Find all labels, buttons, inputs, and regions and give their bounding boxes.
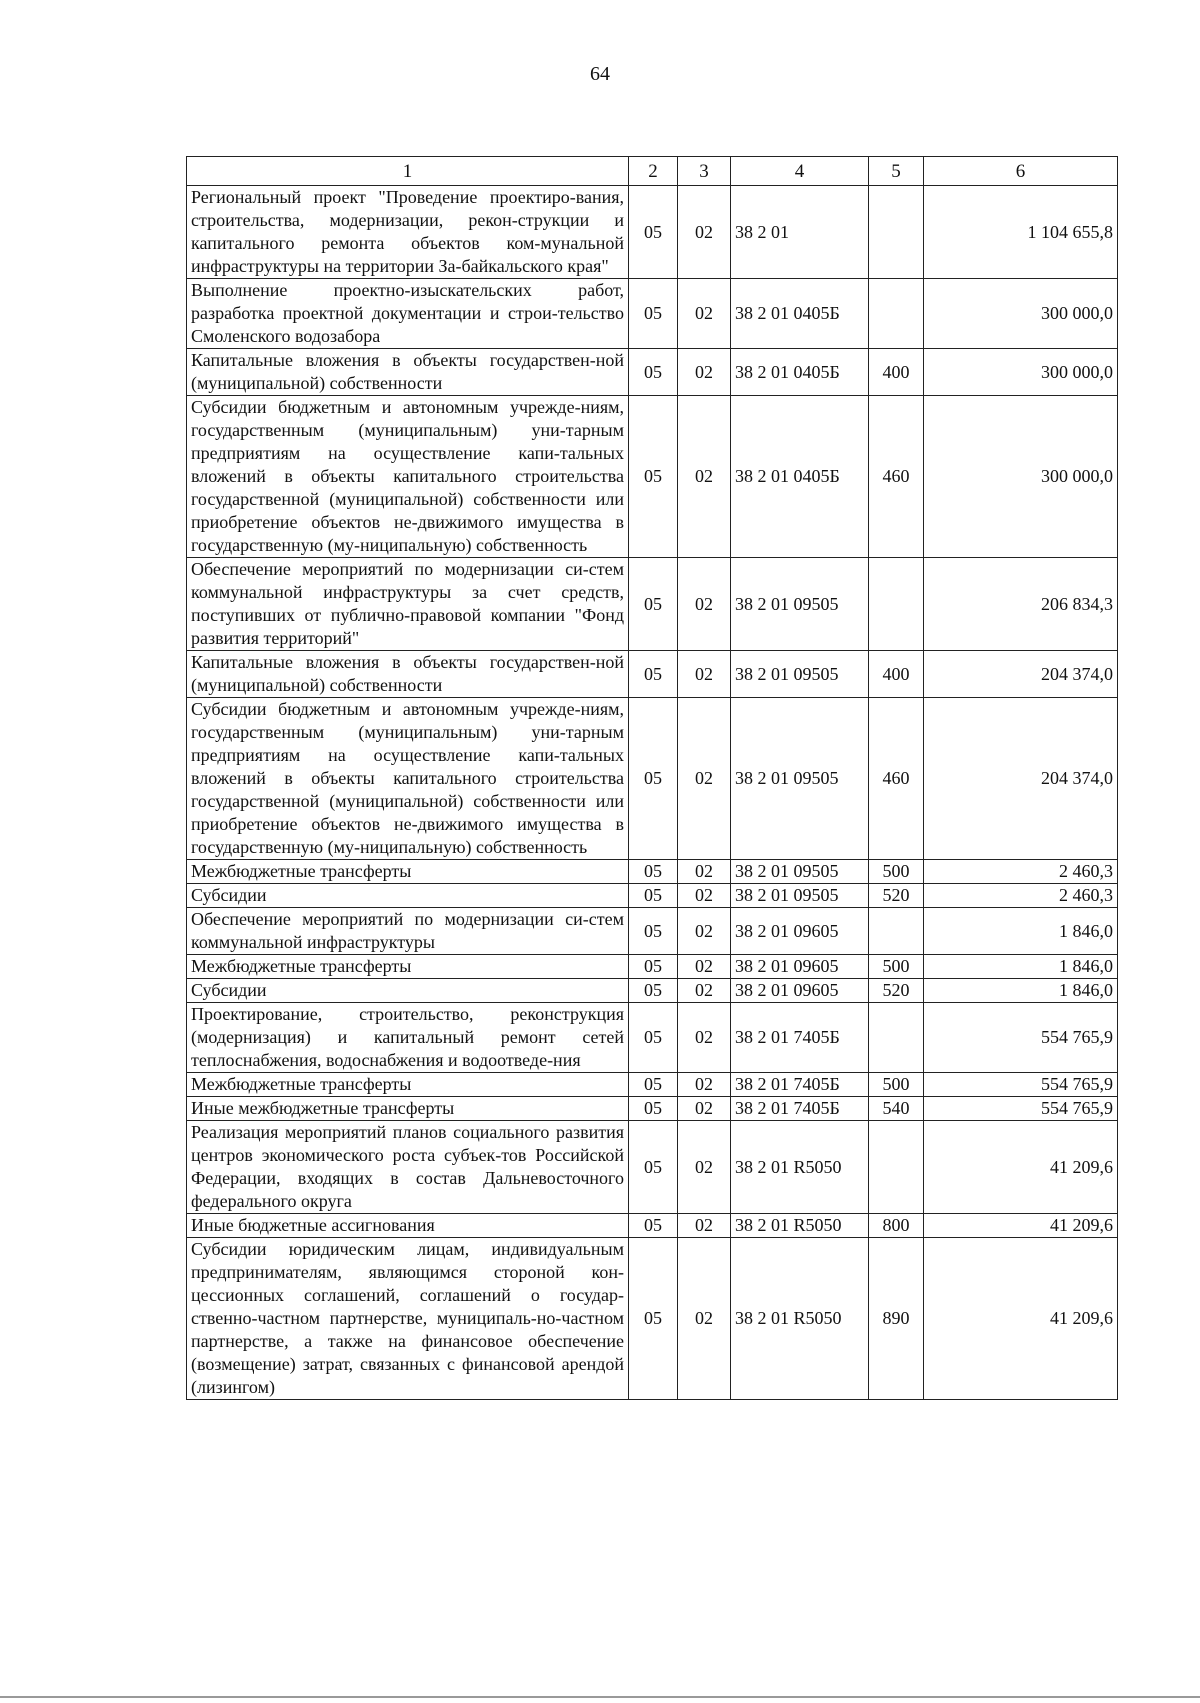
row-name: Реализация мероприятий планов социального развития центров экономического роста субъек-тов Российской Федерации, входящих в состав Дальневосточного федерального округа — [187, 1121, 629, 1214]
row-subsection: 02 — [678, 698, 731, 860]
row-name: Обеспечение мероприятий по модернизации си-стем коммунальной инфраструктуры за счет средств, поступивших от публично-правовой компании "Фонд развития территорий" — [187, 558, 629, 651]
row-expense-type: 520 — [869, 884, 924, 908]
row-name: Иные бюджетные ассигнования — [187, 1214, 629, 1238]
row-target-code: 38 2 01 09505 — [731, 698, 869, 860]
row-amount: 41 209,6 — [924, 1214, 1118, 1238]
table-row — [187, 279, 1118, 349]
row-amount: 206 834,3 — [924, 558, 1118, 651]
row-expense-type — [869, 1003, 924, 1073]
row-expense-type: 500 — [869, 955, 924, 979]
row-name: Межбюджетные трансферты — [187, 860, 629, 884]
row-section: 05 — [629, 1003, 678, 1073]
row-expense-type: 500 — [869, 860, 924, 884]
row-name: Проектирование, строительство, реконструкция (модернизация) и капитальный ремонт сетей теплоснабжения, водоснабжения и водоотведе-ния — [187, 1003, 629, 1073]
table-row — [187, 1214, 1118, 1238]
column-header-3: 3 — [678, 157, 731, 186]
column-header-1: 1 — [187, 157, 629, 186]
row-section: 05 — [629, 1097, 678, 1121]
table-row — [187, 908, 1118, 955]
row-name: Межбюджетные трансферты — [187, 1073, 629, 1097]
row-name: Субсидии — [187, 884, 629, 908]
row-subsection: 02 — [678, 349, 731, 396]
row-target-code: 38 2 01 09505 — [731, 884, 869, 908]
row-target-code: 38 2 01 09605 — [731, 955, 869, 979]
row-subsection: 02 — [678, 955, 731, 979]
row-amount: 300 000,0 — [924, 349, 1118, 396]
row-section: 05 — [629, 955, 678, 979]
row-target-code: 38 2 01 R5050 — [731, 1121, 869, 1214]
row-subsection: 02 — [678, 908, 731, 955]
row-amount: 1 846,0 — [924, 908, 1118, 955]
row-target-code: 38 2 01 09505 — [731, 558, 869, 651]
row-amount: 554 765,9 — [924, 1003, 1118, 1073]
row-target-code: 38 2 01 7405Б — [731, 1097, 869, 1121]
row-amount: 300 000,0 — [924, 396, 1118, 558]
row-section: 05 — [629, 186, 678, 279]
row-target-code: 38 2 01 R5050 — [731, 1214, 869, 1238]
table-row — [187, 979, 1118, 1003]
row-expense-type: 520 — [869, 979, 924, 1003]
row-amount: 300 000,0 — [924, 279, 1118, 349]
row-subsection: 02 — [678, 1121, 731, 1214]
row-amount: 1 846,0 — [924, 979, 1118, 1003]
row-name: Субсидии юридическим лицам, индивидуальным предпринимателям, являющимся стороной кон-цессионных соглашений, соглашений о государ-ственно-частном партнерстве, муниципаль-но-частном партнерстве, а также на финансовое обеспечение (возмещение) затрат, связанных с финансовой арендой (лизингом) — [187, 1238, 629, 1400]
row-section: 05 — [629, 1073, 678, 1097]
row-subsection: 02 — [678, 979, 731, 1003]
row-expense-type — [869, 1121, 924, 1214]
row-section: 05 — [629, 279, 678, 349]
row-subsection: 02 — [678, 1097, 731, 1121]
column-header-6: 6 — [924, 157, 1118, 186]
budget-table — [186, 156, 1118, 1400]
row-target-code: 38 2 01 0405Б — [731, 279, 869, 349]
table-header-row — [187, 157, 1118, 186]
row-target-code: 38 2 01 09605 — [731, 979, 869, 1003]
row-name: Обеспечение мероприятий по модернизации си-стем коммунальной инфраструктуры — [187, 908, 629, 955]
row-subsection: 02 — [678, 1214, 731, 1238]
row-amount: 41 209,6 — [924, 1121, 1118, 1214]
row-subsection: 02 — [678, 558, 731, 651]
column-header-2: 2 — [629, 157, 678, 186]
row-expense-type — [869, 186, 924, 279]
row-name: Иные межбюджетные трансферты — [187, 1097, 629, 1121]
column-header-4: 4 — [731, 157, 869, 186]
row-amount: 204 374,0 — [924, 698, 1118, 860]
row-expense-type — [869, 279, 924, 349]
row-section: 05 — [629, 884, 678, 908]
row-section: 05 — [629, 698, 678, 860]
row-expense-type: 400 — [869, 651, 924, 698]
row-section: 05 — [629, 349, 678, 396]
row-subsection: 02 — [678, 884, 731, 908]
row-name: Капитальные вложения в объекты государствен-ной (муниципальной) собственности — [187, 349, 629, 396]
row-name: Субсидии бюджетным и автономным учрежде-ниям, государственным (муниципальным) уни-тарным предприятиям на осуществление капи-тальных вложений в объекты капитального строительства государственной (муниципальной) собственности или приобретение объектов не-движимого имущества в государственную (му-ниципальную) собственность — [187, 698, 629, 860]
row-subsection: 02 — [678, 1073, 731, 1097]
row-expense-type — [869, 558, 924, 651]
scan-edge-line — [0, 1696, 1200, 1698]
row-name: Межбюджетные трансферты — [187, 955, 629, 979]
row-name: Региональный проект "Проведение проектиро-вания, строительства, модернизации, рекон-струкции и капитального ремонта объектов ком-мунальной инфраструктуры на территории За-байкальского края" — [187, 186, 629, 279]
row-section: 05 — [629, 1214, 678, 1238]
table-row — [187, 884, 1118, 908]
table-row — [187, 698, 1118, 860]
row-subsection: 02 — [678, 651, 731, 698]
row-name: Субсидии — [187, 979, 629, 1003]
table-row — [187, 186, 1118, 279]
row-subsection: 02 — [678, 860, 731, 884]
table-row — [187, 1238, 1118, 1400]
row-expense-type: 460 — [869, 396, 924, 558]
row-name: Выполнение проектно-изыскательских работ, разработка проектной документации и строи-тельство Смоленского водозабора — [187, 279, 629, 349]
row-name: Субсидии бюджетным и автономным учрежде-ниям, государственным (муниципальным) уни-тарным предприятиям на осуществление капи-тальных вложений в объекты капитального строительства государственной (муниципальной) собственности или приобретение объектов не-движимого имущества в государственную (му-ниципальную) собственность — [187, 396, 629, 558]
row-section: 05 — [629, 908, 678, 955]
row-target-code: 38 2 01 0405Б — [731, 396, 869, 558]
row-target-code: 38 2 01 0405Б — [731, 349, 869, 396]
row-target-code: 38 2 01 09505 — [731, 860, 869, 884]
row-target-code: 38 2 01 7405Б — [731, 1073, 869, 1097]
row-expense-type — [869, 908, 924, 955]
row-amount: 2 460,3 — [924, 884, 1118, 908]
row-amount: 41 209,6 — [924, 1238, 1118, 1400]
table-row — [187, 349, 1118, 396]
table-row — [187, 1097, 1118, 1121]
row-expense-type: 800 — [869, 1214, 924, 1238]
table-row — [187, 396, 1118, 558]
row-expense-type: 500 — [869, 1073, 924, 1097]
row-amount: 1 104 655,8 — [924, 186, 1118, 279]
table-row — [187, 558, 1118, 651]
row-subsection: 02 — [678, 279, 731, 349]
table-row — [187, 651, 1118, 698]
table-row — [187, 1003, 1118, 1073]
row-amount: 2 460,3 — [924, 860, 1118, 884]
row-subsection: 02 — [678, 1238, 731, 1400]
row-section: 05 — [629, 860, 678, 884]
row-amount: 554 765,9 — [924, 1073, 1118, 1097]
row-name: Капитальные вложения в объекты государствен-ной (муниципальной) собственности — [187, 651, 629, 698]
row-amount: 554 765,9 — [924, 1097, 1118, 1121]
table-row — [187, 955, 1118, 979]
row-amount: 204 374,0 — [924, 651, 1118, 698]
row-subsection: 02 — [678, 186, 731, 279]
row-target-code: 38 2 01 R5050 — [731, 1238, 869, 1400]
column-header-5: 5 — [869, 157, 924, 186]
row-expense-type: 890 — [869, 1238, 924, 1400]
row-expense-type: 540 — [869, 1097, 924, 1121]
row-amount: 1 846,0 — [924, 955, 1118, 979]
row-target-code: 38 2 01 — [731, 186, 869, 279]
row-section: 05 — [629, 651, 678, 698]
row-target-code: 38 2 01 7405Б — [731, 1003, 869, 1073]
row-section: 05 — [629, 979, 678, 1003]
row-target-code: 38 2 01 09605 — [731, 908, 869, 955]
row-section: 05 — [629, 558, 678, 651]
row-section: 05 — [629, 1121, 678, 1214]
row-subsection: 02 — [678, 396, 731, 558]
row-section: 05 — [629, 396, 678, 558]
row-subsection: 02 — [678, 1003, 731, 1073]
table-row — [187, 1121, 1118, 1214]
page-number: 64 — [590, 63, 610, 85]
row-target-code: 38 2 01 09505 — [731, 651, 869, 698]
table-row — [187, 860, 1118, 884]
row-expense-type: 400 — [869, 349, 924, 396]
row-expense-type: 460 — [869, 698, 924, 860]
table-row — [187, 1073, 1118, 1097]
row-section: 05 — [629, 1238, 678, 1400]
